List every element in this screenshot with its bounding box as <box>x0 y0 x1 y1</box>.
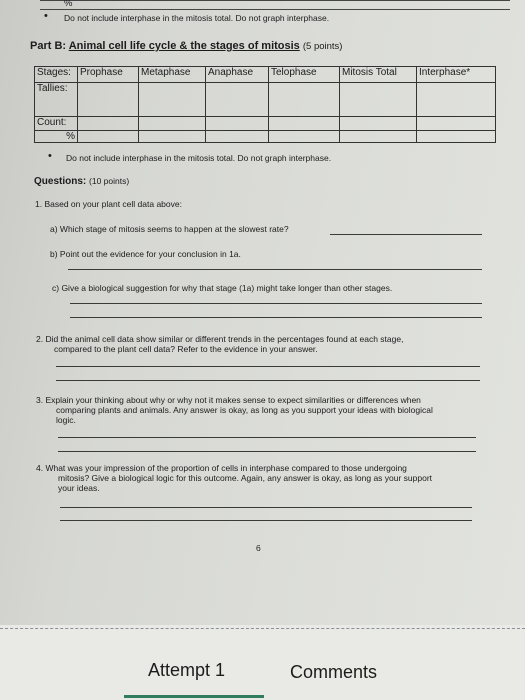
question-2-line2: compared to the plant cell data? Refer to the evidence in your answer. <box>54 344 318 354</box>
percent-anaphase-cell[interactable] <box>206 131 269 143</box>
question-4-line1: 4. What was your impression of the proportion of cells in interphase compared to those undergoing <box>36 463 407 473</box>
header-metaphase: Metaphase <box>139 67 206 83</box>
table-top-border <box>40 0 510 1</box>
question-3-line3: logic. <box>56 415 76 425</box>
answer-line-1b[interactable] <box>68 269 482 270</box>
tab-bar <box>0 625 525 700</box>
tab-attempt-1[interactable]: Attempt 1 <box>148 660 226 680</box>
answer-line-4-1[interactable] <box>60 507 472 508</box>
active-tab-indicator <box>124 695 264 698</box>
answer-line-2-1[interactable] <box>56 366 480 367</box>
count-interphase-cell[interactable] <box>417 117 496 131</box>
question-1: 1. Based on your plant cell data above: <box>35 199 182 209</box>
percent-telophase-cell[interactable] <box>269 131 340 143</box>
answer-line-4-2[interactable] <box>60 520 472 521</box>
count-prophase-cell[interactable] <box>78 117 139 131</box>
header-prophase: Prophase <box>78 67 139 83</box>
page-number: 6 <box>256 543 261 553</box>
tallies-anaphase-cell[interactable] <box>206 83 269 117</box>
question-3-line2: comparing plants and animals. Any answer is okay, as long as you support your ideas with biological <box>56 405 433 415</box>
answer-line-1c-1[interactable] <box>70 303 482 304</box>
bullet-dot: • <box>44 10 48 22</box>
tab-comments[interactable]: Comments <box>290 662 378 682</box>
part-b-points: (5 points) <box>302 41 343 52</box>
interphase-note: Do not include interphase in the mitosis total. Do not graph interphase. <box>66 153 332 163</box>
percent-cell: % <box>64 0 73 9</box>
percent-total-cell[interactable] <box>340 131 417 143</box>
tallies-telophase-cell[interactable] <box>269 83 340 117</box>
row-tallies-label: Tallies: <box>35 83 78 117</box>
questions-heading <box>34 176 129 187</box>
tallies-metaphase-cell[interactable] <box>139 83 206 117</box>
header-interphase: Interphase* <box>417 67 496 83</box>
header-telophase: Telophase <box>269 67 340 83</box>
answer-line-1c-2[interactable] <box>70 317 482 318</box>
question-2-line1: 2. Did the animal cell data show similar or different trends in the percentages found at each stage, <box>36 334 404 344</box>
question-1b: b) Point out the evidence for your conclusion in 1a. <box>50 249 241 259</box>
question-4-line2: mitosis? Give a biological logic for this outcome. Again, any answer is okay, as long as your support <box>58 473 433 483</box>
count-telophase-cell[interactable] <box>269 117 340 131</box>
percent-prophase-cell[interactable] <box>78 131 139 143</box>
bullet-dot: • <box>48 150 52 162</box>
percent-interphase-cell[interactable] <box>417 131 496 143</box>
header-mitosis-total: Mitosis Total <box>340 67 417 83</box>
questions-label: Questions: <box>34 176 87 187</box>
question-1c: c) Give a biological suggestion for why that stage (1a) might take longer than other stages. <box>52 283 393 293</box>
question-4-line3: your ideas. <box>58 483 100 493</box>
tallies-total-cell[interactable] <box>340 83 417 117</box>
answer-line-1a[interactable] <box>330 234 482 235</box>
answer-line-3-2[interactable] <box>58 451 476 452</box>
row-count-label: Count: <box>35 117 78 131</box>
percent-metaphase-cell[interactable] <box>139 131 206 143</box>
answer-line-2-2[interactable] <box>56 380 480 381</box>
part-b-label: Part B: <box>30 40 67 52</box>
count-metaphase-cell[interactable] <box>139 117 206 131</box>
count-total-cell[interactable] <box>340 117 417 131</box>
answer-line-3-1[interactable] <box>58 437 476 438</box>
row-percent-label: % <box>35 131 78 143</box>
questions-points: (10 points) <box>89 176 130 186</box>
tab-bar-divider <box>0 628 525 629</box>
part-b-title: Animal cell life cycle & the stages of mitosis <box>68 40 300 52</box>
tallies-prophase-cell[interactable] <box>78 83 139 117</box>
count-anaphase-cell[interactable] <box>206 117 269 131</box>
table-bottom-border <box>40 9 510 10</box>
question-3-line1: 3. Explain your thinking about why or why not it makes sense to expect similarities or differences when <box>36 395 421 405</box>
header-anaphase: Anaphase <box>206 67 269 83</box>
mitosis-tally-table <box>34 66 496 143</box>
question-1a: a) Which stage of mitosis seems to happen at the slowest rate? <box>50 224 289 234</box>
part-b-heading <box>30 40 342 52</box>
tallies-interphase-cell[interactable] <box>417 83 496 117</box>
top-note: Do not include interphase in the mitosis total. Do not graph interphase. <box>64 13 330 23</box>
header-stages: Stages: <box>35 67 78 83</box>
